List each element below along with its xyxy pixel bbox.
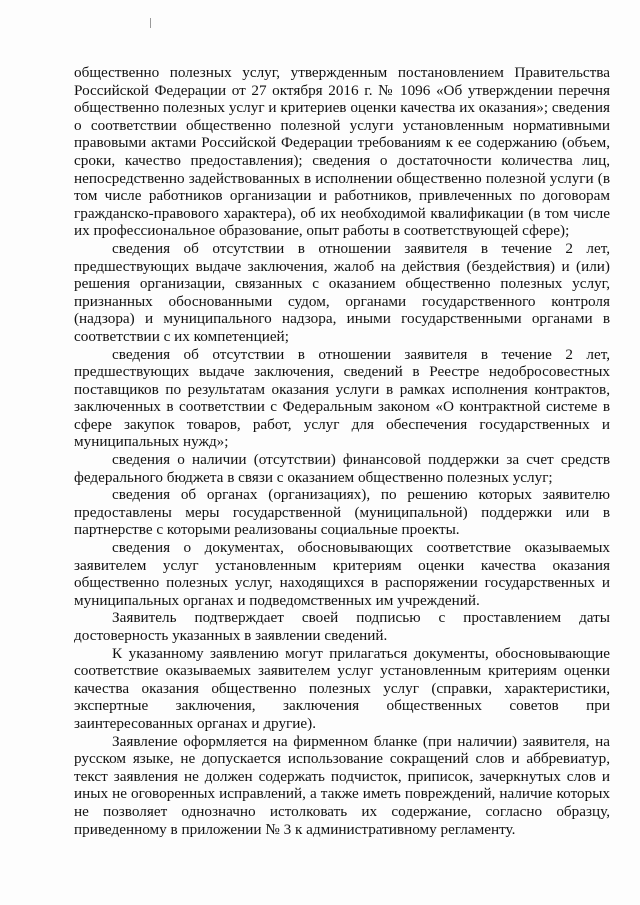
paragraph-unfair-suppliers-info: сведения об отсутствии в отношении заявителя в течение 2 лет, предшествующих выдаче заключения, сведений в Реестре недобросовестных поставщиков по результатам оказания услуги в рамках исполнения контрактов, заключенных в соответствии с Федеральным законом «О контрактной системе в сфере закупок товаров, работ, услуг для обеспечения государственных и муниципальных нужд»; bbox=[74, 345, 610, 451]
scan-mark bbox=[150, 18, 151, 28]
paragraph-support-bodies-info: сведения об органах (организациях), по решению которых заявителю предоставлены меры государственной (муниципальной) поддержки или в партнерстве с которыми реализованы социальные проекты. bbox=[74, 486, 610, 539]
paragraph-documents-info: сведения о документах, обосновывающих соответствие оказываемых заявителем услуг установленным критериям оценки качества оказания общественно полезных услуг, находящихся в распоряжении государственных и муниципальных органах и подведомственных им учреждений. bbox=[74, 539, 610, 609]
paragraph-continuation: общественно полезных услуг, утвержденным постановлением Правительства Российской Федерации от 27 октября 2016 г. № 1096 «Об утверждении перечня общественно полезных услуг и критериев оценки качества их оказания»; сведения о соответствии общественно полезной услуги установленным нормативными правовыми актами Российской Федерации требованиям к ее содержанию (объем, сроки, качество предоставления); сведения о достаточности количества лиц, непосредственно задействованных в исполнении общественно полезной услуги (в том числе работников организации и работников, привлеченных по договорам гражданско-правового характера), об их необходимой квалификации (в том числе их профессиональное образование, опыт работы в соответствующей сфере); bbox=[74, 64, 610, 240]
paragraph-complaints-info: сведения об отсутствии в отношении заявителя в течение 2 лет, предшествующих выдаче заключения, жалоб на действия (бездействия) и (или) решения организации, связанных с оказанием общественно полезных услуг, признанных обоснованными судом, органами государственного контроля (надзора) и муниципального надзора, иными государственными органами в соответствии с их компетенцией; bbox=[74, 239, 610, 345]
paragraph-attachments: К указанному заявлению могут прилагаться документы, обосновывающие соответствие оказываемых заявителем услуг установленным критериям оценки качества оказания общественно полезных услуг (справки, характеристики, экспертные заключения, заключения общественных советов при заинтересованных органах и другие). bbox=[74, 644, 610, 732]
document-body bbox=[74, 64, 610, 838]
paragraph-signature-confirmation: Заявитель подтверждает своей подписью с проставлением даты достоверность указанных в заявлении сведений. bbox=[74, 609, 610, 644]
paragraph-federal-support-info: сведения о наличии (отсутствии) финансовой поддержки за счет средств федерального бюджета в связи с оказанием общественно полезных услуг; bbox=[74, 451, 610, 486]
paragraph-form-requirements: Заявление оформляется на фирменном бланке (при наличии) заявителя, на русском языке, не допускается использование сокращений слов и аббревиатур, текст заявления не должен содержать подчисток, приписок, зачеркнутых слов и иных не оговоренных исправлений, а также иметь повреждений, наличие которых не позволяет однозначно истолковать их содержание, согласно образцу, приведенному в приложении № 3 к административному регламенту. bbox=[74, 732, 610, 838]
